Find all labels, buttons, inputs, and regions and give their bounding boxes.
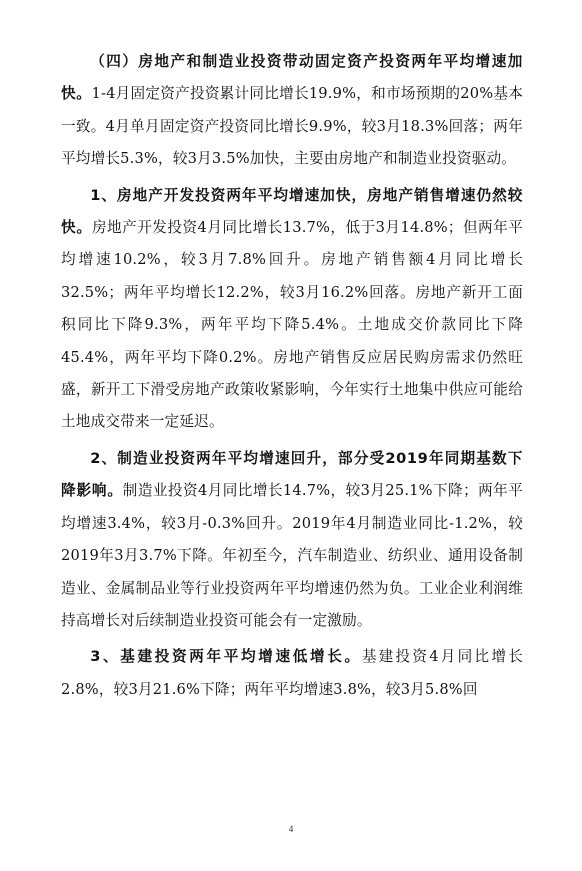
paragraph-text: 房地产开发投资4月同比增长13.7%，低于3月14.8%；但两年平均增速10.2%，较3月7.8%回升。房地产销售额4月同比增长32.5%；两年平均增长12.2%，较3月16.2%回落。房地产新开工面积同比下降9.3%，两年平均下降5.4%。土地成交价款同比下降45.4%，两年平均下降0.2%。房地产销售反应居民购房需求仍然旺盛，新开工下滑受房地产政策收紧影响，今年实行土地集中供应可能给土地成交带来一定延迟。 xyxy=(61,219,523,431)
paragraph-text: 1-4月固定资产投资累计同比增长19.9%，和市场预期的20%基本一致。4月单月固定资产投资同比增长9.9%，较3月18.3%回落；两年平均增长5.3%，较3月3.5%加快，主要由房地产和制造业投资驱动。 xyxy=(61,85,523,168)
paragraph-heading: （四）房地产和制造业投资带动固定资产投资两年平均增速加快。 xyxy=(61,53,523,103)
document-body xyxy=(61,46,523,710)
page-number: 4 xyxy=(288,824,294,834)
paragraph-text: 制造业投资4月同比增长14.7%，较3月25.1%下降；两年平均增速3.4%，较3月-0.3%回升。2019年4月制造业同比-1.2%，较2019年3月3.7%下降。年初至今，汽车制造业、纺织业、通用设备制造业、金属制品业等行业投资两年平均增速仍然为负。工业企业利润维持高增长对后续制造业投资可能会有一定激励。 xyxy=(61,482,524,629)
paragraph-text: 基建投资4月同比增长2.8%，较3月21.6%下降；两年平均增速3.8%，较3月5.8%回 xyxy=(61,648,523,698)
paragraph-heading: 2、制造业投资两年平均增速回升，部分受2019年同期基数下降影响。 xyxy=(61,449,523,500)
paragraph-manufacturing xyxy=(61,443,523,637)
paragraph-infrastructure xyxy=(61,641,523,706)
paragraph-fixed-asset-investment xyxy=(61,46,523,176)
paragraph-real-estate xyxy=(61,180,523,439)
paragraph-heading: 3、基建投资两年平均增速低增长。 xyxy=(90,648,362,666)
paragraph-heading: 1、房地产开发投资两年平均增速加快，房地产销售增速仍然较快。 xyxy=(61,186,523,237)
